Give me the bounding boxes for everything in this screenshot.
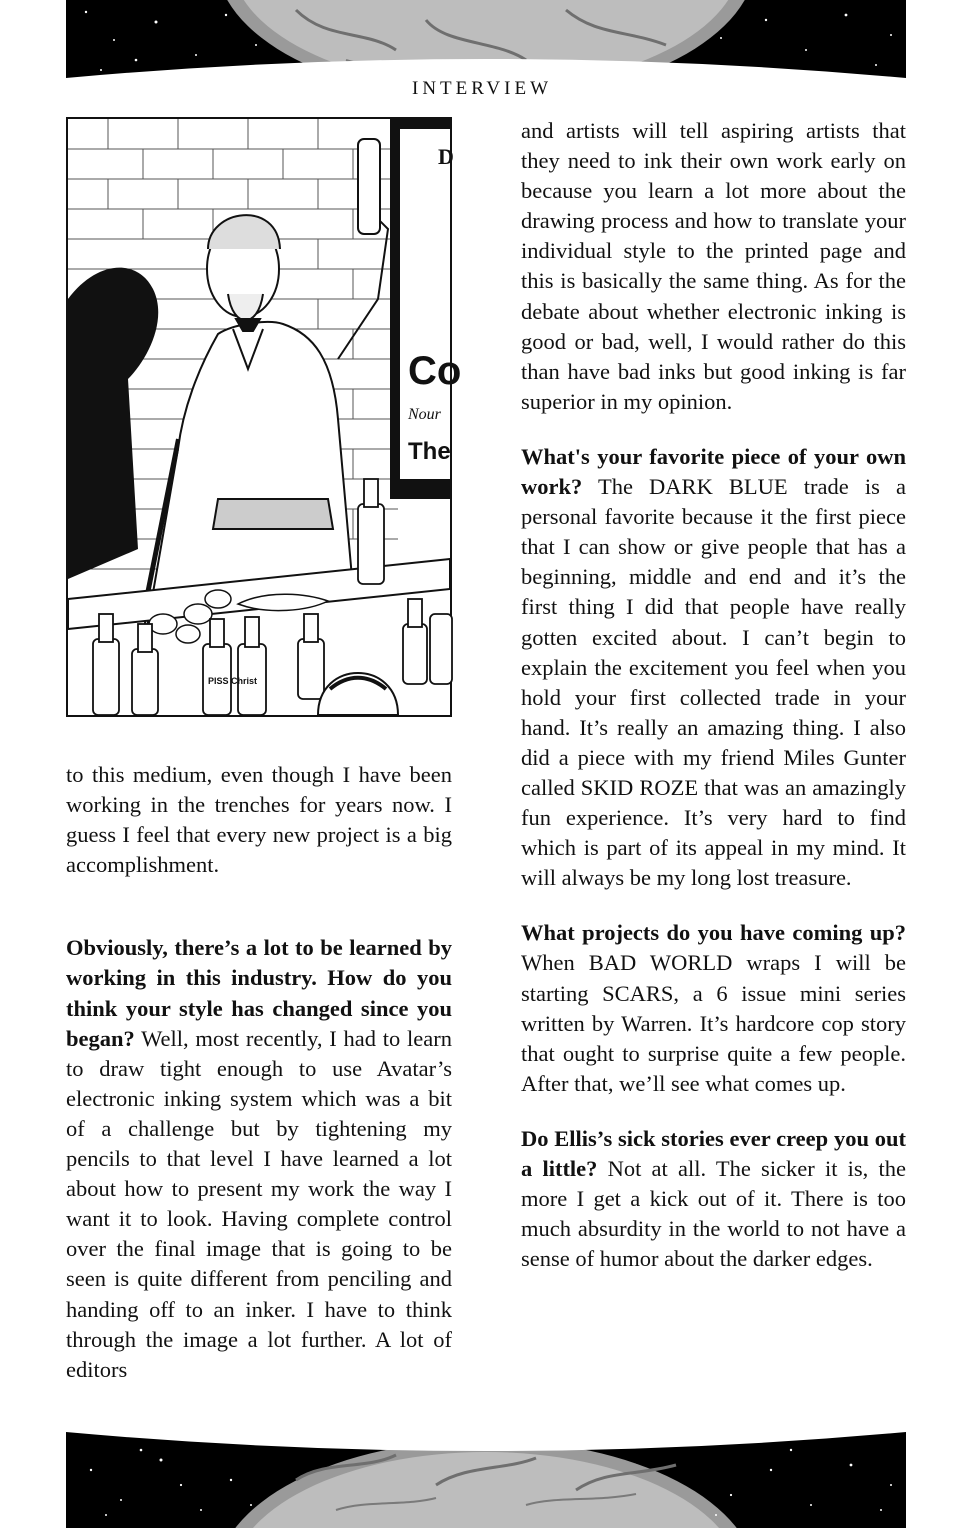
question-favorite-piece: What's your favorite piece of your own work? <box>521 443 906 500</box>
bottom-starfield-banner <box>66 1410 906 1528</box>
sign-letter-nour: Nour <box>408 406 441 423</box>
answer-ellis-stories: Not at all. The sicker it is, the more I get a kick out of it. There is too much absurdity in the world to not have a sense of humor about the darker edges. <box>521 1156 906 1272</box>
left-qa-style-change <box>66 933 452 1384</box>
right-column <box>521 116 906 1299</box>
sign-letter-co: Co <box>408 349 462 393</box>
section-header: INTERVIEW <box>412 78 552 99</box>
answer-style-change: Well, most recently, I had to learn to draw tight enough to use Avatar’s electronic inking system which was a bit of a challenge but by tightening my pencils to that level I have learned a lot about how to present my work the way I want it to look. Having complete control over the final image that is going to be seen is quite different from penciling and handing off to an inker. I have to think through the image a lot further. A lot of editors <box>66 1025 452 1382</box>
sign-letter-d: D <box>438 144 454 169</box>
right-paragraph-continued: and artists will tell aspiring artists that they need to ink their own work early on because you learn a lot more about the drawing process and how to translate your individual style to the printed page and this is basically the same thing. As for the debate about whether electronic inking is good or bad, well, I would rather do this than have bad inks but good inking is far superior in my opinion. <box>521 118 906 414</box>
right-qa-ellis-stories <box>521 1124 906 1274</box>
bottle-label-text: PISS Christ <box>208 676 258 686</box>
left-column <box>66 760 452 1385</box>
comic-illustration <box>66 117 462 717</box>
right-qa-upcoming-projects <box>521 918 906 1099</box>
starfield-planet-art-bottom <box>66 1410 906 1528</box>
right-qa-favorite-piece <box>521 442 906 893</box>
question-ellis-stories: Do Ellis’s sick stories ever creep you out a little? <box>521 1125 906 1181</box>
sign-letter-the: The <box>408 438 451 465</box>
bartender-drawing <box>68 119 462 715</box>
question-style-change: Obviously, there’s a lot to be learned by working in this industry. How do you think your style has changed since you began? <box>66 935 452 1051</box>
question-upcoming-projects: What projects do you have coming up? <box>521 920 906 946</box>
left-paragraph-continued: to this medium, even though I have been working in the trenches for years now. I guess I feel that every new project is a big accomplishment. <box>66 762 452 878</box>
answer-favorite-piece: The DARK BLUE trade is a personal favorite because it the first piece that I can show or give people that has a beginning, middle and end and it’s the first thing I did that people have really gotten excited about. I can’t begin to explain the excitement you feel when you hold your first collected trade in your hand. It’s really an amazing thing. I also did a piece with my friend Miles Gunter called SKID ROZE that was an amazingly fun experience. It’s very hard to find which is part of its appeal in my mind. It will always be my long lost treasure. <box>521 474 906 891</box>
answer-upcoming-projects: When BAD WORLD wraps I will be starting SCARS, a 6 issue mini series written by Warren. It’s hardcore cop story that ought to surprise quite a few people. After that, we’ll see what comes up. <box>521 950 906 1096</box>
